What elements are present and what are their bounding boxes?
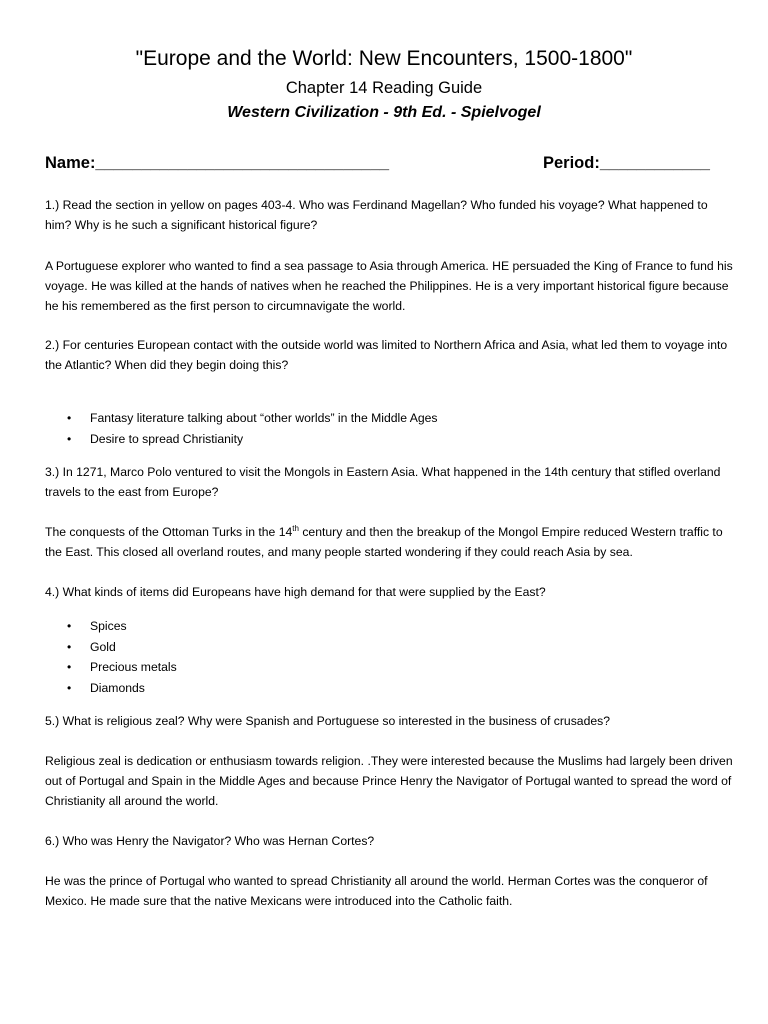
chapter-heading: Chapter 14 Reading Guide — [285, 79, 483, 97]
bullet-icon: • — [67, 660, 72, 675]
answer-6: He was the prince of Portugal who wanted to spread Christianity all around the world. Herman Cortes was the conqueror of Mexico. He made sure that the native Mexicans were introduced into the Catholic faith. — [45, 874, 708, 909]
answer-4-list — [45, 616, 725, 698]
list-item: • Precious metals — [45, 657, 725, 678]
bullet-icon: • — [67, 411, 72, 425]
question-6: 6.) Who was Henry the Navigator? Who was Hernan Cortes? — [45, 834, 375, 848]
bullet-icon: • — [67, 639, 72, 654]
answer-1: A Portuguese explorer who wanted to find a sea passage to Asia through America. HE persuaded the King of France to fund his voyage. He was killed at the hands of natives when he reached the Philippines. He is a very important historical figure because he his remembered as the first person to circumnavigate the world. — [45, 259, 733, 314]
question-4: 4.) What kinds of items did Europeans have high demand for that were supplied by the East? — [45, 585, 546, 599]
question-2: 2.) For centuries European contact with the outside world was limited to Northern Africa and Asia, what led them to voyage into the Atlantic? When did they begin doing this? — [45, 338, 728, 373]
bullet-icon: • — [67, 619, 72, 633]
list-item: • Spices — [45, 616, 725, 637]
question-5: 5.) What is religious zeal? Why were Spanish and Portuguese so interested in the business of crusades? — [45, 714, 610, 728]
bullet-icon: • — [67, 680, 72, 695]
answer-5: Religious zeal is dedication or enthusiasm towards religion. .They were interested because the Muslims had largely been driven out of Portugal and Spain in the Middle Ages and because Prince Henry the Navigator of Portugal wanted to spread the word of Christianity all around the world. — [45, 754, 733, 809]
book-reference: Western Civilization - 9th Ed. - Spielvogel — [227, 104, 541, 121]
list-item: • Diamonds — [45, 678, 725, 699]
question-3: 3.) In 1271, Marco Polo ventured to visit the Mongols in Eastern Asia. What happened in the 14th century that stifled overland travels to the east from Europe? — [45, 465, 721, 500]
list-item: • Gold — [45, 637, 725, 658]
list-item: • Fantasy literature talking about “other worlds” in the Middle Ages — [45, 408, 725, 429]
list-item: • Desire to spread Christianity — [45, 429, 725, 450]
answer-2-list — [45, 408, 725, 449]
period-field: Period:____________ — [543, 154, 710, 172]
bullet-icon: • — [67, 431, 72, 446]
answer-3: The conquests of the Ottoman Turks in the 14th century and then the breakup of the Mongol Empire reduced Western traffic to the East. This closed all overland routes, and many people started wondering if they could reach Asia by sea. — [45, 523, 723, 560]
name-field: Name:________________________________ — [45, 154, 390, 172]
question-1: 1.) Read the section in yellow on pages 403-4. Who was Ferdinand Magellan? Who funded his voyage? What happened to him? Why is he such a significant historical figure? — [45, 198, 708, 233]
document-title: "Europe and the World: New Encounters, 1500-1800" — [135, 47, 633, 70]
